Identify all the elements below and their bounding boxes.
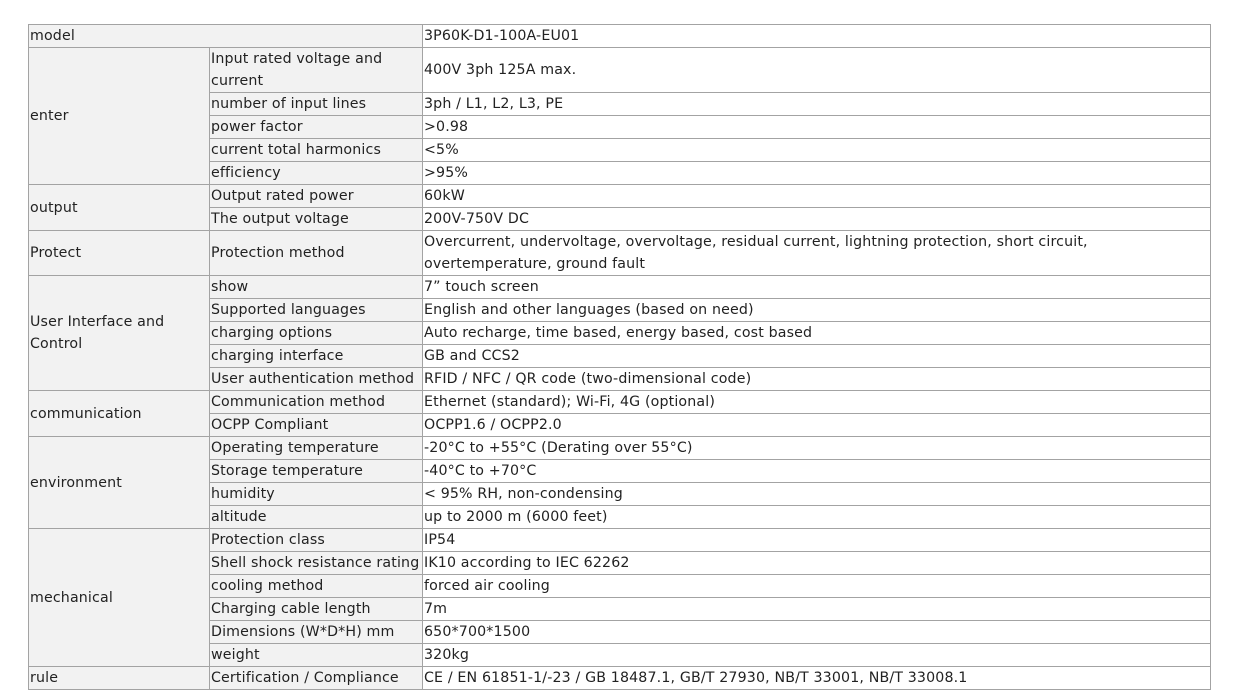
param-value: OCPP1.6 / OCPP2.0 <box>423 414 1211 437</box>
param-value: 7m <box>423 598 1211 621</box>
param-value: English and other languages (based on need) <box>423 299 1211 322</box>
model-label: model <box>29 25 423 48</box>
group-label: communication <box>29 391 210 437</box>
param-value: RFID / NFC / QR code (two-dimensional code) <box>423 368 1211 391</box>
param-value: IP54 <box>423 529 1211 552</box>
param-label: power factor <box>210 116 423 139</box>
param-value: Ethernet (standard); Wi-Fi, 4G (optional) <box>423 391 1211 414</box>
param-value: CE / EN 61851-1/-23 / GB 18487.1, GB/T 27930, NB/T 33001, NB/T 33008.1 <box>423 667 1211 690</box>
param-value: 3ph / L1, L2, L3, PE <box>423 93 1211 116</box>
group-label: mechanical <box>29 529 210 667</box>
spec-row <box>29 667 1211 690</box>
param-label: current total harmonics <box>210 139 423 162</box>
model-value: 3P60K-D1-100A-EU01 <box>423 25 1211 48</box>
param-label: humidity <box>210 483 423 506</box>
param-label: Communication method <box>210 391 423 414</box>
param-value: up to 2000 m (6000 feet) <box>423 506 1211 529</box>
param-value: -20°C to +55°C (Derating over 55°C) <box>423 437 1211 460</box>
param-value: forced air cooling <box>423 575 1211 598</box>
param-label: Supported languages <box>210 299 423 322</box>
param-value: Overcurrent, undervoltage, overvoltage, residual current, lightning protection, short circuit, overtemperature, ground fault <box>423 231 1211 276</box>
param-label: altitude <box>210 506 423 529</box>
spec-row <box>29 391 1211 414</box>
param-value: GB and CCS2 <box>423 345 1211 368</box>
param-value: < 95% RH, non-condensing <box>423 483 1211 506</box>
param-value: IK10 according to IEC 62262 <box>423 552 1211 575</box>
spec-row <box>29 231 1211 276</box>
param-label: Dimensions (W*D*H) mm <box>210 621 423 644</box>
param-value: >0.98 <box>423 116 1211 139</box>
param-label: Operating temperature <box>210 437 423 460</box>
group-label: User Interface and Control <box>29 276 210 391</box>
spec-row <box>29 276 1211 299</box>
param-value: 200V-750V DC <box>423 208 1211 231</box>
param-value: 7” touch screen <box>423 276 1211 299</box>
param-label: charging options <box>210 322 423 345</box>
param-label: User authentication method <box>210 368 423 391</box>
param-value: 320kg <box>423 644 1211 667</box>
spec-row <box>29 48 1211 93</box>
spec-row <box>29 437 1211 460</box>
spec-table <box>28 24 1211 690</box>
param-label: show <box>210 276 423 299</box>
spec-row <box>29 529 1211 552</box>
param-label: Protection method <box>210 231 423 276</box>
param-label: The output voltage <box>210 208 423 231</box>
param-value: 60kW <box>423 185 1211 208</box>
group-label: output <box>29 185 210 231</box>
param-value: Auto recharge, time based, energy based, cost based <box>423 322 1211 345</box>
param-label: OCPP Compliant <box>210 414 423 437</box>
param-label: Shell shock resistance rating <box>210 552 423 575</box>
spec-row <box>29 185 1211 208</box>
param-label: number of input lines <box>210 93 423 116</box>
param-value: -40°C to +70°C <box>423 460 1211 483</box>
model-row <box>29 25 1211 48</box>
param-label: weight <box>210 644 423 667</box>
param-label: Charging cable length <box>210 598 423 621</box>
group-label: rule <box>29 667 210 690</box>
param-label: Certification / Compliance <box>210 667 423 690</box>
param-label: Input rated voltage and current <box>210 48 423 93</box>
group-label: enter <box>29 48 210 185</box>
param-label: Storage temperature <box>210 460 423 483</box>
param-label: Output rated power <box>210 185 423 208</box>
group-label: Protect <box>29 231 210 276</box>
param-label: efficiency <box>210 162 423 185</box>
spec-table-body <box>29 25 1211 690</box>
param-label: Protection class <box>210 529 423 552</box>
param-label: charging interface <box>210 345 423 368</box>
param-value: <5% <box>423 139 1211 162</box>
group-label: environment <box>29 437 210 529</box>
param-value: 650*700*1500 <box>423 621 1211 644</box>
param-label: cooling method <box>210 575 423 598</box>
param-value: >95% <box>423 162 1211 185</box>
param-value: 400V 3ph 125A max. <box>423 48 1211 93</box>
